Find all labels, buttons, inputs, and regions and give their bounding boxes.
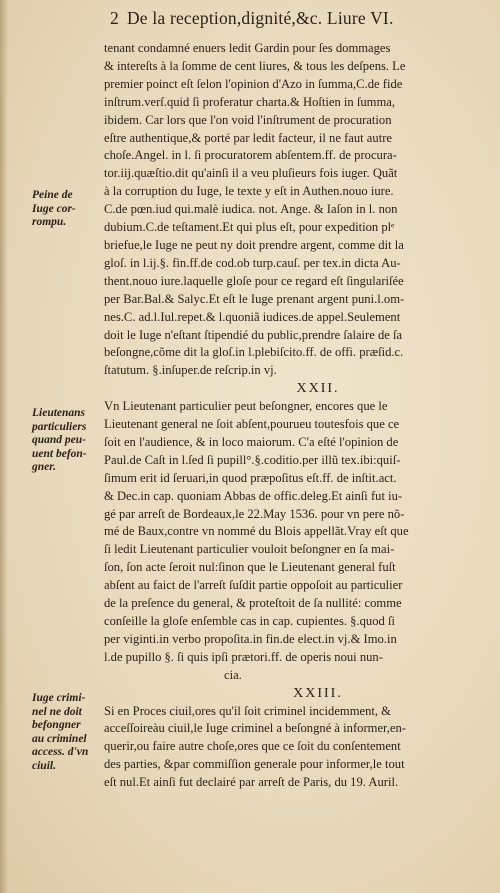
text-line: ſon, ſon acte ſeroit nul:ſinon que le Lieutenant general fuſt xyxy=(104,560,396,575)
text-line: ſi ledit Lieutenant particulier vouloit beſongner en ſa mai- xyxy=(104,542,395,557)
text-line: doit le Iuge n'eſtant ſtipendié du public,prendre ſalaire de ſa xyxy=(104,327,403,342)
text-line: mé de Baux,contre vn nommé du Blois appellãt.Vray eſt que xyxy=(104,524,409,539)
margin-note-line: access. d'vn xyxy=(32,746,89,758)
text-line: nes.C. ad.l.Iul.repet.& l.quoniã iudices.de appel.Seulement xyxy=(104,309,401,324)
paragraph-block-2 xyxy=(104,398,492,685)
text-line: gloſ. in l.ij.§. fin.ff.de cod.ob turp.cauſ. per tex.in dicta Au- xyxy=(104,255,401,270)
text-line: per Bar.Bal.& Salyc.Et eſt le Iuge prenant argent puni.l.om- xyxy=(104,291,405,306)
margin-note-line: rompu. xyxy=(32,216,67,228)
margin-note-line: nel ne doit xyxy=(32,705,82,718)
text-line: cia. xyxy=(224,667,242,682)
paragraph-block-3 xyxy=(104,703,492,793)
margin-note-peine-de-iuge xyxy=(32,189,104,230)
text-line: beſongne,cõme dit la gloſ.in l.plebiſcito.ff. de offi. præſid.c. xyxy=(104,345,404,360)
text-line: premier poinct eſt ſelon l'opinion d'Azo in ſumma,C.de fide xyxy=(104,76,403,91)
text-line: à la corruption du Iuge, le texte y eſt in Authen.nouo iure. xyxy=(104,184,394,199)
text-line: thent.nouo iure.laquelle gloſe pour ce regard eſt ſingulariſée xyxy=(104,273,404,288)
margin-note-line: au criminel xyxy=(32,732,87,745)
text-line: abſent au faict de l'arreſt ſuſdit partie oppoſoit au particulier xyxy=(104,578,403,593)
margin-note-line: uent befon- xyxy=(32,447,87,460)
text-line: Si en Proces ciuil,ores qu'il ſoit criminel incidemment, & xyxy=(104,703,391,718)
text-line: gé par arreſt de Bordeaux,le 22.May 1536. pour vn pere nõ- xyxy=(104,506,405,521)
text-line: Paul.de Caſt in l.ſed ſi pupill°.§.coditio.per illũ tex.ibi:quiſ- xyxy=(104,452,401,467)
text-line: Vn Lieutenant particulier peut beſongner, encores que le xyxy=(104,399,388,414)
margin-note-line: Iuge crimi- xyxy=(32,692,86,704)
margin-note-line: ciuil. xyxy=(32,759,56,772)
text-line: briefue,le Iuge ne peut ny doit prendre argent, comme dit la xyxy=(104,237,404,252)
margin-note-lieutenans xyxy=(32,407,104,475)
text-line: eſtre authentique,& porté par ledit facteur, il ne faut autre xyxy=(104,130,392,145)
margin-note-line: Peine de xyxy=(32,189,73,201)
text-line: tor.iij.quæſtio.dit qu'ainſi il a veu pluſieurs fois iuger. Quãt xyxy=(104,166,398,181)
margin-note-line: gner. xyxy=(32,461,56,473)
text-line: per viginti.in verbo propoſita.in fin.de elect.in vj.& Imo.in xyxy=(104,631,397,646)
text-line: choſe.Angel. in l. ſi procuratorem abſentem.ff. de procura- xyxy=(104,148,397,163)
text-line: eſt nul.Et ainſi fut declairé par arreſt de Paris, du 19. Auril. xyxy=(104,775,399,790)
section-number-xxiii: XXIII. xyxy=(293,685,343,701)
running-title: De la reception,dignité,&c. Liure VI. xyxy=(126,8,394,28)
margin-note-line: Iuge cor- xyxy=(32,202,76,215)
section-number-xxii: XXII. xyxy=(296,381,340,397)
margin-note-line: Lieutenans xyxy=(32,407,86,419)
page-gutter-shadow xyxy=(0,0,8,893)
running-head xyxy=(110,8,494,29)
paragraph-block-1 xyxy=(104,40,492,380)
text-line: inſtrum.verſ.quid ſi proferatur charta.& Hoſtien in ſumma, xyxy=(104,94,395,109)
text-line: & Dec.in cap. quoniam Abbas de offic.deleg.Et ainſi fut iu- xyxy=(104,488,403,503)
text-line: acceſſoireàu ciuil,le Iuge criminel a beſongné à informer,en- xyxy=(104,721,406,736)
margin-note-line: befongner xyxy=(32,719,81,731)
margin-note-line: particuliers xyxy=(32,420,87,433)
text-line: ſtatutum. §.inſuper.de reſcrip.in vj. xyxy=(104,363,277,378)
text-line: tenant condamné enuers ledit Gardin pour ſes dommages xyxy=(104,41,391,55)
margin-note-iuge-criminel xyxy=(32,692,104,773)
text-line: de la preſence du general, & proteſtoit de ſa nullité: comme xyxy=(104,596,402,611)
main-text-column xyxy=(104,40,492,792)
text-line: ſoit en l'audience, & in loco maiorum. C'a eſté l'opinion de xyxy=(104,434,399,449)
text-line: l.de pupillo §. ſi quis ipſi prætori.ff. de operis noui nun- xyxy=(104,649,383,664)
text-line: & intereſts à la ſomme de cent liures, & tous les deſpens. Le xyxy=(104,58,406,73)
text-line: Lieutenant general ne ſoit abſent,pourueu toutesfois que ce xyxy=(104,417,400,432)
text-line: C.de pœn.iud qui.malè iudica. not. Ange. & Iaſon in l. non xyxy=(104,202,398,217)
margin-note-line: quand peu- xyxy=(32,434,86,446)
page-number: 2 xyxy=(110,8,119,28)
text-line: ſimum erit id ſeruari,in quod præpoſitus eſt.ff. de inſtit.act. xyxy=(104,470,397,485)
text-line: des parties, &par commiſſion generale pour informer,le tout xyxy=(104,757,405,772)
text-line: dubium.C.de teſtament.Et qui plus eſt, pour expedition plᵉ xyxy=(104,220,395,235)
text-line: conſeille la gloſe enſemble cas in cap. cupientes. §.quod ſi xyxy=(104,614,395,628)
text-line: querir,ou faire autre choſe,ores que ce ſoit du conſentement xyxy=(104,739,401,754)
text-line: ibidem. Car lors que l'on void l'inſtrument de procuration xyxy=(104,112,392,127)
